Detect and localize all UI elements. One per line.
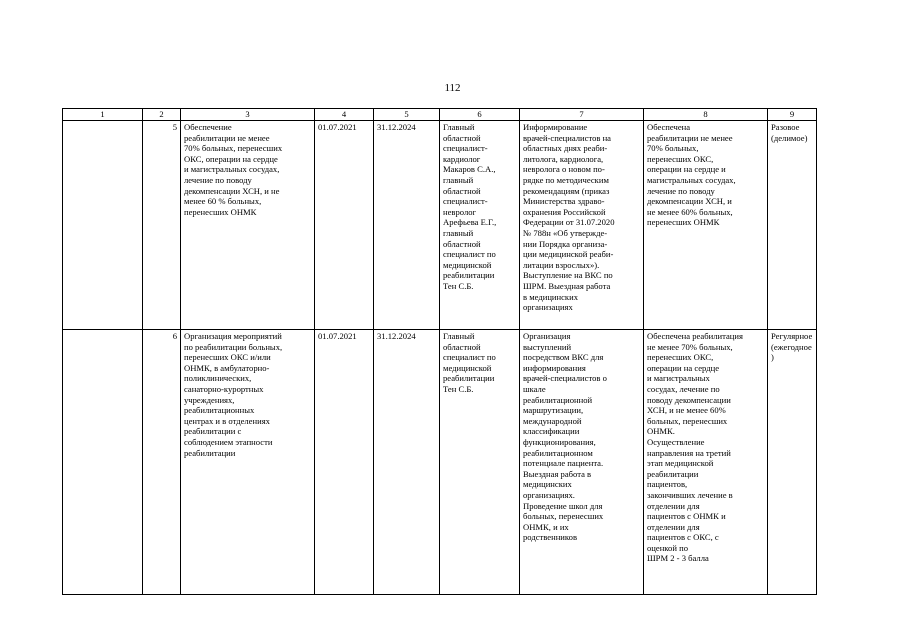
table-row [63, 330, 817, 595]
start-date: 01.07.2021 [315, 330, 374, 595]
actions-description: Организация выступлений посредством ВКС для информирования врачей-специалистов о шкале реабилитационной маршрутизации, международной классификации функционирования, реабилитационном потенциале пациента. Выездная работа в медицинских организациях. Проведение школ для больных, перенесших ОНМК, и их родственников [520, 330, 644, 595]
header-cell-7: 7 [520, 109, 644, 121]
actions-description: Информирование врачей-специалистов на областных днях реаби- литолога, кардиолога, невролога о новом по- рядке по методическим рекомендациям (приказ Министерства здраво- охранения Российской Федерации от 31.07.2020 № 788н «Об утвержде- нии Порядка организа- ции медицинской реаби- литации взрослых»). Выступление на ВКС по ШРМ. Выездная работа в медицинских организациях [520, 121, 644, 330]
measure-description: Обеспечение реабилитации не менее 70% больных, перенесших ОКС, операции на сердце и магистральных сосудах, лечение по поводу декомпенсации ХСН, и не менее 60 % больных, перенесших ОНМК [181, 121, 315, 330]
header-cell-6: 6 [440, 109, 520, 121]
header-cell-9: 9 [768, 109, 817, 121]
end-date: 31.12.2024 [374, 330, 440, 595]
table-header-row [63, 109, 817, 121]
expected-result: Обеспечена реабилитация не менее 70% больных, перенесших ОКС, операции на сердце и магистральных сосудах, лечение по поводу декомпенсации ХСН, и не менее 60% больных, перенесших ОНМК. Осуществление направления на третий этап медицинской реабилитации пациентов, закончивших лечение в отделении для пациентов с ОНМК и отделении для пациентов с ОКС, с оценкой по ШРМ 2 - 3 балла [644, 330, 768, 595]
table-row [63, 121, 817, 330]
periodicity: Разовое (делимое) [768, 121, 817, 330]
periodicity: Регулярное (ежегодное) [768, 330, 817, 595]
start-date: 01.07.2021 [315, 121, 374, 330]
measure-description: Организация мероприятий по реабилитации больных, перенесших ОКС и/или ОНМК, в амбулаторно- поликлинических, санаторно-курортных учреждениях, реабилитационных центрах и в отделениях реабилитации с соблюдением этапности реабилитации [181, 330, 315, 595]
expected-result: Обеспечена реабилитации не менее 70% больных, перенесших ОКС, операции на сердце и магистральных сосудах, лечение по поводу декомпенсации ХСН, и не менее 60% больных, перенесших ОНМК [644, 121, 768, 330]
row-number: 6 [143, 330, 181, 595]
measures-table [62, 108, 817, 595]
responsible-persons: Главный областной специалист по медицинской реабилитации Тен С.Б. [440, 330, 520, 595]
row-number: 5 [143, 121, 181, 330]
cell-empty [63, 330, 143, 595]
header-cell-4: 4 [315, 109, 374, 121]
header-cell-3: 3 [181, 109, 315, 121]
page-number: 112 [444, 82, 461, 94]
header-cell-8: 8 [644, 109, 768, 121]
header-cell-2: 2 [143, 109, 181, 121]
end-date: 31.12.2024 [374, 121, 440, 330]
responsible-persons: Главный областной специалист- кардиолог Макаров С.А., главный областной специалист- невролог Арефьева Е.Г., главный областной специалист по медицинской реабилитации Тен С.Б. [440, 121, 520, 330]
header-cell-1: 1 [63, 109, 143, 121]
header-cell-5: 5 [374, 109, 440, 121]
cell-empty [63, 121, 143, 330]
